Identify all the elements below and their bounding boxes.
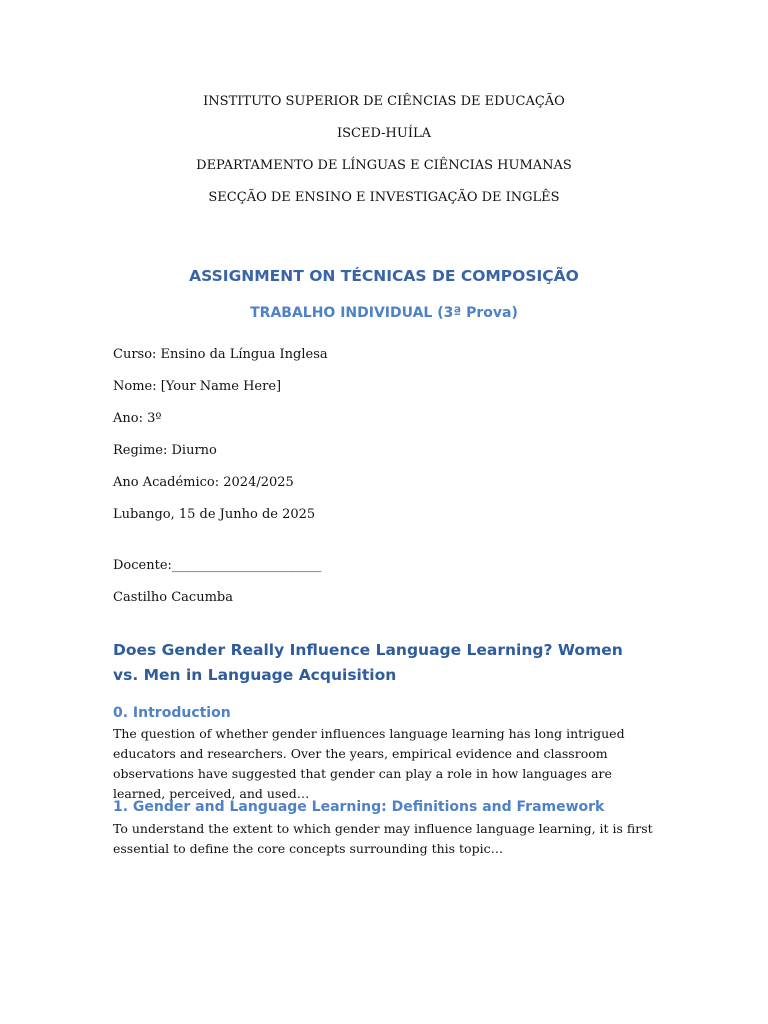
document-heading: Does Gender Really Influence Language Learning? Women vs. Men in Language Acquisition — [113, 641, 623, 684]
assignment-title: ASSIGNMENT ON TÉCNICAS DE COMPOSIÇÃO — [189, 267, 579, 285]
institute-abbreviation: ISCED-HUÍLA — [337, 126, 431, 141]
info-regime: Regime: Diurno — [113, 443, 217, 458]
info-year: Ano: 3º — [113, 411, 162, 426]
institute-name: INSTITUTO SUPERIOR DE CIÊNCIAS DE EDUCAÇÃO — [203, 94, 565, 109]
department-name: DEPARTAMENTO DE LÍNGUAS E CIÊNCIAS HUMANAS — [196, 158, 572, 173]
paragraph-definitions: To understand the extent to which gender may influence language learning, it is first essential to define the core concepts surrounding this topic… — [113, 821, 653, 856]
assignment-subtitle: TRABALHO INDIVIDUAL (3ª Prova) — [250, 305, 518, 321]
section-heading-introduction: 0. Introduction — [113, 705, 231, 721]
info-academic-year: Ano Académico: 2024/2025 — [113, 475, 294, 490]
info-course: Curso: Ensino da Língua Inglesa — [113, 347, 328, 362]
info-place-date: Lubango, 15 de Junho de 2025 — [113, 507, 316, 522]
info-teacher-line: Docente:_______________________ — [113, 558, 322, 573]
section-heading-definitions: 1. Gender and Language Learning: Definitions and Framework — [113, 799, 605, 815]
paragraph-introduction: The question of whether gender influences language learning has long intrigued educators and researchers. Over the years, empirical evidence and classroom observations have suggested that gender can play a role in how languages are learned, perceived, and used… — [113, 726, 625, 801]
info-teacher-name: Castilho Cacumba — [113, 590, 233, 605]
section-name: SECÇÃO DE ENSINO E INVESTIGAÇÃO DE INGLÊS — [208, 190, 560, 205]
info-name: Nome: [Your Name Here] — [113, 379, 282, 394]
